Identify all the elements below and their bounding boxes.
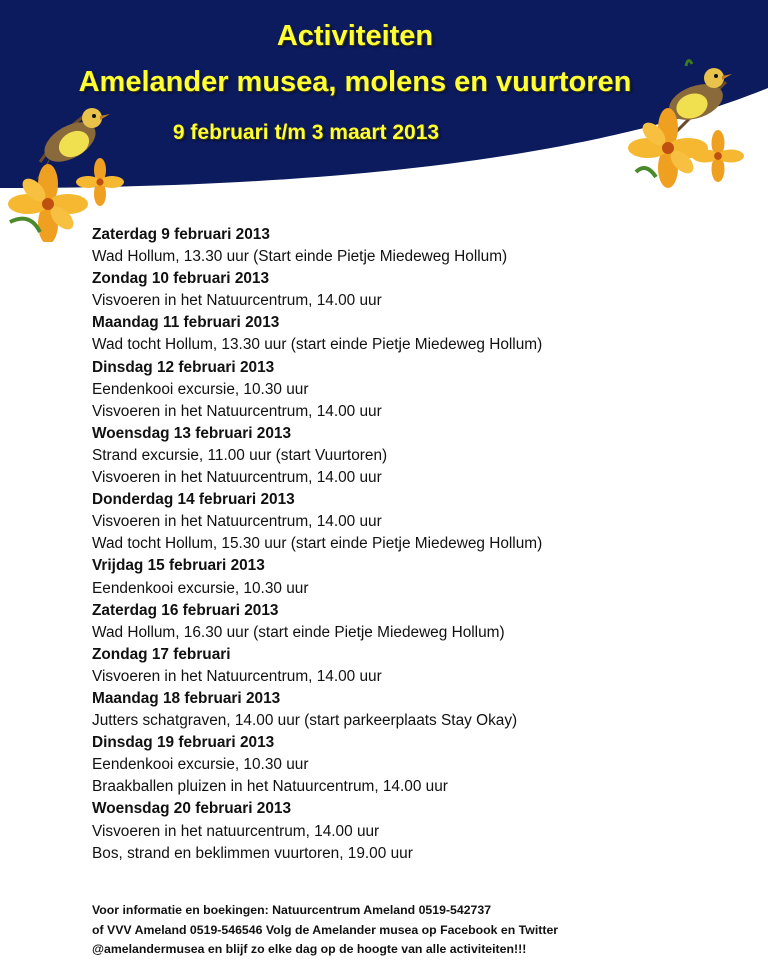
schedule-activity: Visvoeren in het natuurcentrum, 14.00 uur [92, 822, 380, 840]
date-range: 9 februari t/m 3 maart 2013 [172, 121, 440, 144]
page-subtitle: Amelander musea, molens en vuurtoren [78, 66, 632, 98]
schedule-day: Maandag 18 februari 2013 [92, 689, 281, 707]
schedule-activity: Visvoeren in het Natuurcentrum, 14.00 uur [92, 402, 382, 420]
schedule-day: Dinsdag 19 februari 2013 [92, 734, 275, 752]
schedule-activity: Visvoeren in het Natuurcentrum, 14.00 uur [92, 469, 382, 487]
bird-left-icon [0, 92, 130, 242]
schedule-activity: Bos, strand en beklimmen vuurtoren, 19.00 uur [92, 844, 413, 862]
footer-line: of VVV Ameland 0519-546546 Volg de Amelander musea op Facebook en Twitter [92, 922, 559, 937]
schedule-day: Zondag 17 februari [92, 645, 231, 663]
schedule-activity: Eendenkooi excursie, 10.30 uur [92, 579, 309, 597]
schedule-activity: Braakballen pluizen in het Natuurcentrum, 14.00 uur [92, 778, 448, 796]
bird-right-icon [626, 52, 756, 202]
schedule-activity: Visvoeren in het Natuurcentrum, 14.00 uur [92, 513, 382, 531]
schedule-activity: Strand excursie, 11.00 uur (start Vuurtoren) [92, 446, 388, 464]
schedule-activity: Eendenkooi excursie, 10.30 uur [92, 756, 309, 774]
schedule-day: Maandag 11 februari 2013 [92, 314, 280, 332]
schedule-day: Zondag 10 februari 2013 [92, 270, 270, 288]
schedule-activity: Eendenkooi excursie, 10.30 uur [92, 380, 309, 398]
schedule-day: Woensdag 13 februari 2013 [92, 424, 292, 442]
schedule-day: Zaterdag 16 februari 2013 [92, 601, 279, 619]
page-title: Activiteiten [276, 20, 434, 52]
schedule-day: Vrijdag 15 februari 2013 [92, 557, 265, 575]
schedule-day: Donderdag 14 februari 2013 [92, 491, 295, 509]
schedule-activity: Visvoeren in het Natuurcentrum, 14.00 uur [92, 292, 382, 310]
schedule-day: Zaterdag 9 februari 2013 [92, 226, 270, 243]
schedule-activity: Wad tocht Hollum, 15.30 uur (start einde Pietje Miedeweg Hollum) [92, 535, 543, 553]
schedule-activity: Wad Hollum, 16.30 uur (start einde Pietje Miedeweg Hollum) [92, 623, 505, 641]
footer-line: @amelandermusea en blijf zo elke dag op de hoogte van alle activiteiten!!! [92, 942, 527, 957]
schedule-day: Dinsdag 12 februari 2013 [92, 358, 275, 376]
schedule-activity: Jutters schatgraven, 14.00 uur (start parkeerplaats Stay Okay) [92, 712, 518, 730]
footer-line: Voor informatie en boekingen: Natuurcentrum Ameland 0519-542737 [92, 903, 492, 917]
activity-schedule [92, 224, 752, 865]
schedule-activity: Wad Hollum, 13.30 uur (Start einde Pietje Miedeweg Hollum) [92, 248, 508, 266]
schedule-day: Woensdag 20 februari 2013 [92, 800, 292, 818]
schedule-activity: Wad tocht Hollum, 13.30 uur (start einde Pietje Miedeweg Hollum) [92, 336, 543, 354]
schedule-activity: Visvoeren in het Natuurcentrum, 14.00 uur [92, 667, 382, 685]
footer-info [92, 901, 752, 960]
